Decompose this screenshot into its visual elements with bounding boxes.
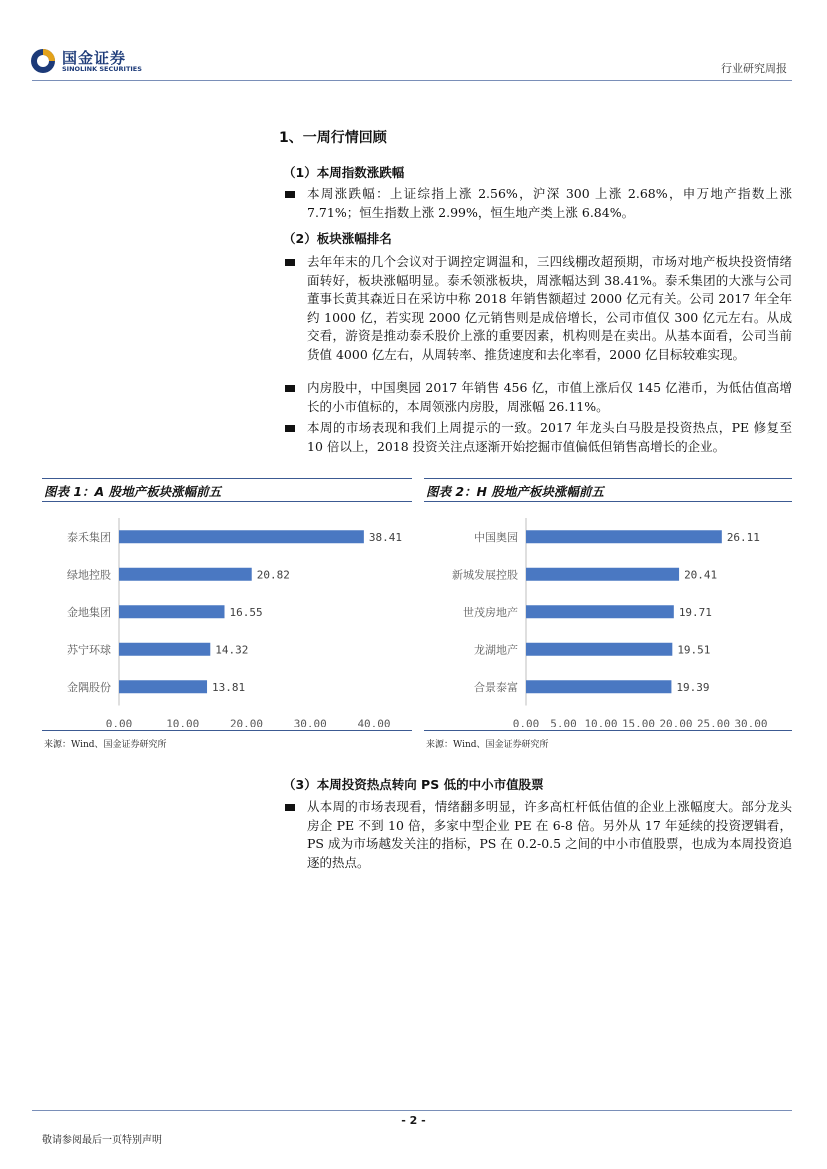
company-logo [30,46,160,76]
chart-2-data-label: 20.41 [684,568,718,582]
bullet-icon [285,385,295,392]
chart-1 [42,512,412,727]
chart-2-x-tick-label: 15.00 [621,717,656,727]
logo-text-en: SINOLINK SECURITIES [62,65,142,73]
chart-2-x-tick-label: 20.00 [659,717,693,727]
chart-2-source: 来源：Wind、国金证券研究所 [426,740,549,750]
chart-2-title: 图表 2：H 股地产板块涨幅前五 [426,484,604,499]
chart-1-title: 图表 1：A 股地产板块涨幅前五 [44,484,222,499]
chart-1-data-label: 16.55 [229,605,263,619]
chart-2-x-tick-label: 0.00 [512,717,540,727]
chart-1-data-label: 13.81 [212,680,246,694]
report-type-label: 行业研究周报 [721,62,787,75]
header-divider [32,80,792,81]
chart-2-category-label: 世茂房地产 [463,605,518,619]
chart-1-x-tick-label: 40.00 [357,717,391,727]
subsection-title-sector-ranking: （2）板块涨幅排名 [283,231,392,246]
logo-mark-icon [30,48,56,74]
chart-2-category-label: 中国奥园 [474,530,518,544]
chart-1-category-label: 金地集团 [67,605,111,619]
chart-1-header [42,478,412,502]
disclaimer-text: 敬请参阅最后一页特别声明 [42,1135,162,1146]
chart-1-x-tick-label: 10.00 [166,717,200,727]
bullet-icon [285,259,295,266]
chart-2-bar [526,680,671,693]
chart-2-category-label: 龙湖地产 [474,643,518,657]
footer-divider [32,1110,792,1111]
chart-2-header [424,478,792,502]
chart-1-x-tick-label: 20.00 [229,717,264,727]
chart-1-category-label: 绿地控股 [67,568,111,582]
chart-1-bottom-rule [42,730,412,731]
chart-1-data-label: 14.32 [215,643,249,657]
paragraph-ps-hotspot: 从本周的市场表现看，情绪翻多明显，许多高杠杆低估值的企业上涨幅度大。部分龙头房企 PE 不到 10 倍，多家中型企业 PE 在 6-8 倍。另外从 17 年延续的投资逻辑看，PS 成为市场越发关注的指标，PS 在 0.2-0.5 之间的中小市值股票，也成为本周投资追逐的热点。 [307,799,792,870]
chart-2-data-label: 19.39 [676,680,710,694]
chart-2-x-tick-label: 10.00 [584,717,618,727]
chart-2-bottom-rule [424,730,792,731]
subsection-title-ps-hotspot: （3）本周投资热点转向 PS 低的中小市值股票 [283,777,544,792]
chart-1-bar [119,605,225,618]
chart-2-category-label: 新城发展控股 [452,568,518,582]
chart-2-data-label: 19.51 [677,643,711,657]
chart-2-bar [526,530,722,543]
chart-1-source: 来源：Wind、国金证券研究所 [44,740,167,750]
chart-2-bar [526,643,672,656]
chart-1-category-label: 苏宁环球 [67,643,111,657]
bullet-icon [285,425,295,432]
chart-1-bar [119,568,252,581]
chart-2 [424,512,792,727]
logo-text-cn: 国金证券 [62,49,127,67]
bullet-icon [285,191,295,198]
chart-2-category-label: 合景泰富 [474,680,518,694]
chart-2-data-label: 26.11 [726,530,760,544]
chart-1-bar [119,643,210,656]
chart-1-category-label: 金隅股份 [67,680,111,694]
chart-2-bar [526,568,679,581]
section-title: 1、一周行情回顾 [279,130,387,146]
chart-2-x-tick-label: 25.00 [696,717,731,727]
paragraph-tahoe: 去年年末的几个会议对于调控定调温和，三四线棚改超预期，市场对地产板块投资情绪面转好，板块涨幅明显。泰禾领涨板块，周涨幅达到 38.41%。泰禾集团的大涨与公司董事长黄其森近日在采访中称 2018 年销售额超过 2000 亿元有关。公司 2017 年全年约 1000 亿，若实现 2000 亿元销售则是成倍增长，公司市值仅 300 亿元左右。从成交看，游资是推动泰禾股价上涨的重要因素，机构则是在卖出。从基本面看，公司当前货值 4000 亿左右，从周转率、推货速度和去化率看，2000 亿目标较难实现。 [307,254,792,362]
page-number: - 2 - [401,1114,426,1127]
chart-2-x-tick-label: 30.00 [734,717,768,727]
chart-1-category-label: 泰禾集团 [67,530,111,544]
paragraph-index-change: 本周涨跌幅：上证综指上涨 2.56%，沪深 300 上涨 2.68%，申万地产指数上涨 7.71%；恒生指数上涨 2.99%，恒生地产类上涨 6.84%。 [307,186,792,220]
subsection-title-index-change: （1）本周指数涨跌幅 [283,165,405,180]
chart-2-data-label: 19.71 [678,605,712,619]
chart-1-x-tick-label: 0.00 [105,717,133,727]
chart-1-bar [119,680,207,693]
paragraph-aoyuan: 内房股中，中国奥园 2017 年销售 456 亿，市值上涨后仅 145 亿港币，为低估值高增长的小市值标的，本周领涨内房股，周涨幅 26.11%。 [307,380,792,414]
chart-2-x-tick-label: 5.00 [550,717,577,727]
chart-1-x-tick-label: 30.00 [293,717,327,727]
chart-1-bar [119,530,364,543]
paragraph-market-view: 本周的市场表现和我们上周提示的一致。2017 年龙头白马股是投资热点，PE 修复至 10 倍以上，2018 投资关注点逐渐开始挖掘市值偏低但销售高增长的企业。 [307,420,792,454]
bullet-icon [285,804,295,811]
chart-2-bar [526,605,674,618]
chart-1-data-label: 38.41 [368,530,402,544]
chart-1-data-label: 20.82 [256,568,290,582]
